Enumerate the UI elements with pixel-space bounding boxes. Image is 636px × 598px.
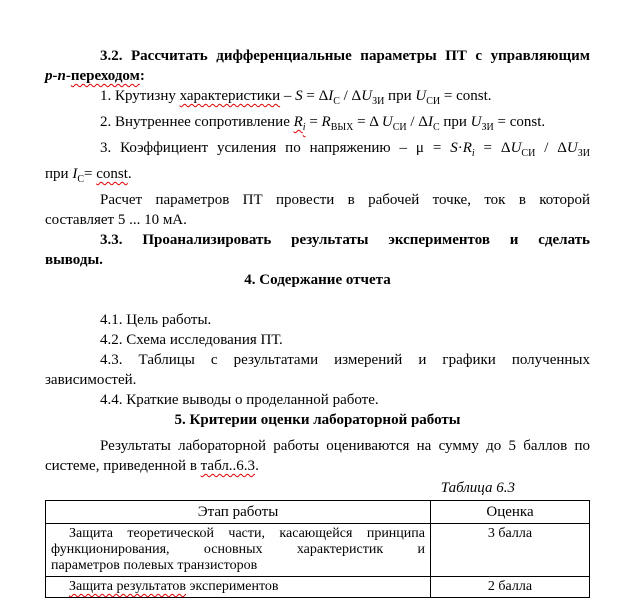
text-run: = const.	[440, 88, 492, 104]
paragraph-item-4-1	[45, 310, 590, 330]
paragraph-item-4-2	[45, 330, 590, 350]
text-line	[45, 138, 590, 164]
text-run: Таблица 6.3	[440, 480, 515, 496]
text-run: параметров полевых транзисторов	[51, 558, 258, 573]
table-cell-score: 3 балла	[431, 524, 590, 577]
spellcheck-squiggle-text: переходом	[70, 68, 140, 84]
text-run: U	[361, 88, 373, 104]
spellcheck-squiggle-text: i	[302, 122, 306, 133]
text-line	[51, 542, 425, 558]
text-line	[45, 164, 590, 190]
text-run: ЗИ	[372, 96, 385, 107]
text-line	[45, 66, 590, 86]
text-run: I	[72, 166, 78, 182]
text-run: составляет 5 ... 10 мА.	[45, 212, 187, 228]
text-run: 5. Критерии оценки лабораторной работы	[174, 412, 461, 428]
text-run: С	[432, 122, 440, 133]
paragraph-item-3	[45, 138, 590, 190]
text-run: экспериментов	[186, 579, 279, 594]
text-run: СИ	[392, 122, 407, 133]
spellcheck-squiggle-text: R	[293, 114, 303, 130]
spellcheck-squiggle-text: характеристики	[179, 88, 281, 104]
text-run: 4.2. Схема исследования ПТ.	[100, 332, 283, 348]
table-row	[46, 577, 590, 598]
text-run: I	[328, 88, 334, 104]
text-run: системе, приведенной в	[45, 458, 201, 474]
paragraph-heading-5	[45, 410, 590, 430]
table-cell-score: 2 балла	[431, 577, 590, 598]
text-run: 4. Содержание отчета	[244, 272, 391, 288]
text-run: 3. Коэффициент усиления по напряжению – μ =	[100, 140, 451, 156]
text-line	[45, 390, 590, 410]
table-row	[46, 524, 590, 577]
paragraph-table-caption	[45, 478, 590, 498]
paragraph-item-4-4	[45, 390, 590, 410]
text-line	[45, 350, 590, 370]
paragraph-item-1	[45, 86, 590, 112]
text-run: ЗИ	[577, 148, 590, 159]
spellcheck-squiggle-text: const	[96, 166, 128, 182]
text-run: = Δ	[353, 114, 382, 130]
text-run: R	[321, 114, 331, 130]
text-run: при	[439, 114, 471, 130]
text-run: U	[381, 114, 393, 130]
text-run: = const.	[493, 114, 546, 130]
spellcheck-squiggle-text: Защита результатов	[69, 579, 187, 594]
text-run: = Δ	[302, 88, 329, 104]
text-run: = Δ	[474, 140, 511, 156]
text-line	[51, 579, 425, 595]
text-run: S	[295, 88, 303, 104]
text-run: зависимостей.	[45, 372, 137, 388]
text-run: при	[45, 166, 73, 182]
text-line	[45, 436, 590, 456]
text-run: :	[139, 68, 145, 84]
paragraph-heading-3-3	[45, 230, 590, 270]
text-line	[45, 410, 590, 430]
paragraph-para-raschet	[45, 190, 590, 230]
text-run: Защита теоретической части, касающейся принципа	[69, 526, 425, 541]
text-run: .	[255, 458, 259, 474]
text-run: СИ	[426, 96, 441, 107]
text-run: / Δ	[339, 88, 362, 104]
table-header-stage: Этап работы	[46, 501, 431, 524]
text-run: СИ	[521, 148, 536, 159]
text-run: =	[305, 114, 322, 130]
text-run: функционирования, основных характеристик и	[51, 542, 425, 557]
paragraph-heading-4	[45, 270, 590, 290]
text-line	[45, 250, 590, 270]
paragraph-item-4-3	[45, 350, 590, 390]
text-line	[45, 112, 590, 138]
text-line	[45, 270, 590, 290]
text-line	[45, 456, 590, 476]
text-run: 4.3. Таблицы с результатами измерений и графики полученных	[100, 352, 590, 368]
text-run: ЗИ	[481, 122, 494, 133]
text-run: I	[427, 114, 433, 130]
text-line	[51, 526, 425, 542]
text-run: 3.2. Рассчитать дифференциальные параметры ПТ с управляющим	[100, 48, 590, 64]
text-line	[45, 190, 590, 210]
paragraph-para-results	[45, 436, 590, 476]
text-line	[45, 46, 590, 66]
text-run: p-n	[45, 68, 66, 84]
text-run: –	[280, 88, 296, 104]
text-run: ·	[457, 140, 463, 156]
table-header-row	[46, 501, 590, 524]
text-run: Расчет параметров ПТ провести в рабочей точке, ток в которой	[100, 192, 590, 208]
text-run: 2. Внутреннее сопротивление	[100, 114, 294, 130]
text-run: 3.3. Проанализировать результаты экспериментов и сделать	[100, 232, 590, 248]
text-line	[45, 230, 590, 250]
text-run: U	[470, 114, 482, 130]
text-line	[45, 310, 590, 330]
table-cell-stage	[46, 524, 431, 577]
text-run: U	[510, 140, 522, 156]
text-run: при	[384, 88, 416, 104]
text-run: U	[566, 140, 578, 156]
text-run: выводы.	[45, 252, 103, 268]
spellcheck-squiggle-text: табл..6.3	[200, 458, 256, 474]
text-run: 4.4. Краткие выводы о проделанной работе.	[100, 392, 379, 408]
text-run: i	[471, 148, 475, 159]
text-run: S	[450, 140, 458, 156]
text-line	[45, 330, 590, 350]
text-run: 1. Крутизну	[100, 88, 180, 104]
text-run: / Δ	[535, 140, 567, 156]
text-run: 4.1. Цель работы.	[100, 312, 212, 328]
text-run: -	[65, 68, 71, 84]
text-line	[45, 86, 590, 112]
text-run: .	[127, 166, 132, 182]
paragraph-heading-3-2	[45, 46, 590, 86]
text-run: R	[462, 140, 472, 156]
text-line	[45, 478, 515, 498]
spacer	[45, 290, 590, 310]
text-run: U	[415, 88, 427, 104]
text-line	[45, 210, 590, 230]
text-run: Результаты лабораторной работы оцениваются на сумму до 5 баллов по	[100, 438, 590, 454]
text-run: С	[77, 174, 84, 185]
text-line	[51, 558, 425, 574]
table-cell-stage	[46, 577, 431, 598]
table-header-score: Оценка	[431, 501, 590, 524]
paragraph-item-2	[45, 112, 590, 138]
text-line	[45, 370, 590, 390]
criteria-table	[45, 500, 590, 598]
text-run: / Δ	[406, 114, 428, 130]
text-run: С	[333, 96, 340, 107]
text-run: =	[83, 166, 97, 182]
text-run: ВЫХ	[330, 122, 354, 133]
